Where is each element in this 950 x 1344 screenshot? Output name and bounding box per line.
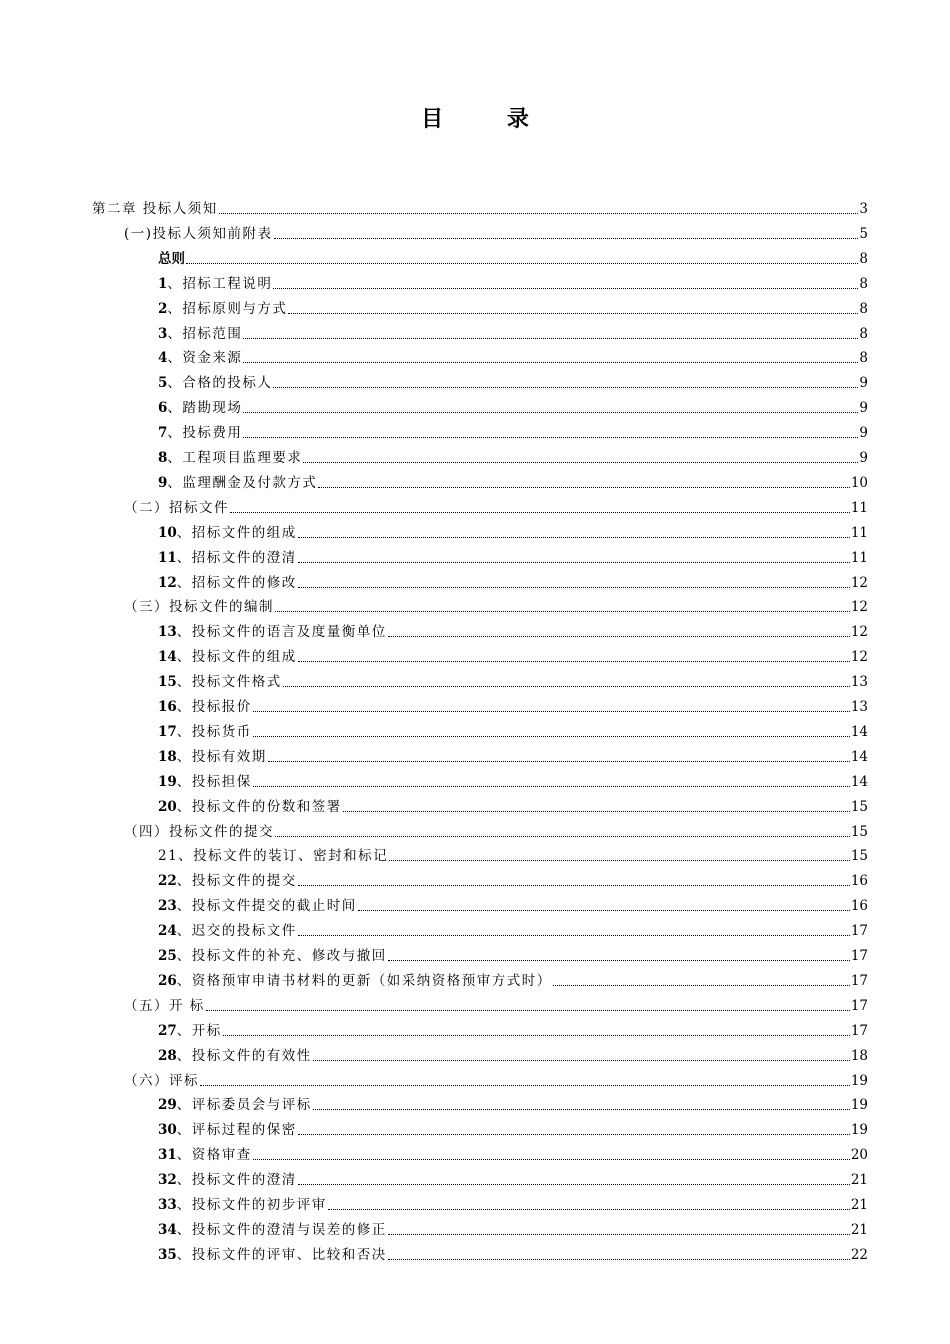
toc-page-number: 11 [850,499,868,516]
toc-page-number: 13 [850,699,868,715]
toc-entry[interactable] [158,1114,868,1139]
toc-entry-number: 4 [158,350,168,367]
toc-page-number: 21 [850,1197,868,1213]
toc-entry-text: （四）投标文件的提交 [124,823,274,840]
toc-entry-number: 2 [158,300,168,317]
toc-entry-text: 总则 [158,250,185,267]
toc-entry-label [92,201,218,218]
toc-page-number: 16 [850,873,868,890]
toc-entry[interactable] [158,268,868,293]
toc-entry-text: 、投标文件的评审、比较和否决 [176,1246,387,1263]
toc-entry-text: （三）投标文件的编制 [124,599,274,616]
toc-entry[interactable] [158,840,868,865]
toc-page-number: 12 [850,649,868,666]
toc-entry-label [124,998,205,1015]
toc-entry-text: 、招标文件的修改 [176,574,297,591]
toc-entry-text: 、投标文件的有效性 [176,1047,312,1064]
toc-entry[interactable] [124,1065,868,1090]
toc-page-number: 16 [850,898,868,915]
toc-entry-label [158,873,297,890]
toc-entry-text: 、投标文件的语言及度量衡单位 [176,624,387,641]
toc-page-number: 19 [850,1072,868,1089]
toc-entry[interactable] [158,442,868,467]
toc-entry-label [158,649,297,666]
toc-entry[interactable] [158,865,868,890]
toc-entry-text: （六）评标 [124,1072,199,1089]
toc-entry-text: 、投标文件的澄清 [176,1172,297,1189]
toc-leader-dots [186,263,858,264]
toc-leader-dots [243,412,858,413]
toc-entry-number: 7 [158,425,168,442]
toc-entry-label [158,425,242,442]
toc-page-number: 19 [850,1122,868,1139]
toc-page-number: 8 [859,325,868,342]
toc-leader-dots [298,562,850,563]
toc-entry[interactable] [158,716,868,741]
toc-entry[interactable] [158,1040,868,1065]
toc-leader-dots [553,985,850,986]
toc-entry[interactable] [124,218,868,243]
toc-page-number: 11 [850,549,868,566]
toc-entry-label [158,251,185,268]
toc-leader-dots [298,935,850,936]
toc-entry[interactable] [158,1189,868,1214]
toc-entry-number: 23 [158,898,177,915]
toc-leader-dots [343,811,850,812]
toc-leader-dots [303,462,858,463]
toc-entry-text: （五）开 标 [124,997,205,1014]
toc-entry-text: 、投标报价 [176,699,252,715]
toc-leader-dots [273,387,858,388]
toc-entry-text: 、合格的投标人 [167,375,273,392]
toc-entry-label [158,475,317,492]
toc-entry-text: 、投标文件的澄清与误差的修正 [176,1221,387,1238]
toc-entry[interactable] [158,641,868,666]
toc-entry-text: 、招标文件的组成 [176,524,297,541]
toc-entry[interactable] [158,542,868,567]
toc-leader-dots [388,636,850,637]
toc-entry-text: 、招标范围 [167,325,243,342]
toc-page-number: 8 [859,350,868,367]
toc-entry[interactable] [92,193,868,218]
toc-leader-dots [253,1159,850,1160]
toc-entry-number: 17 [158,723,177,740]
toc-entry-number: 20 [158,798,177,815]
toc-entry-label [158,948,387,965]
toc-leader-dots [288,313,858,314]
toc-entry-label [158,699,252,716]
toc-entry-number: 31 [158,1147,177,1164]
toc-entry-text: （二）招标文件 [124,499,229,516]
toc-entry-text: 、投标费用 [167,425,243,442]
toc-page-number: 3 [859,201,868,217]
toc-entry[interactable] [124,816,868,841]
toc-entry[interactable] [158,367,868,392]
toc-leader-dots [274,238,859,239]
toc-leader-dots [275,611,850,612]
toc-entry-number: 18 [158,748,177,765]
toc-entry-text: 、投标担保 [176,773,252,790]
toc-leader-dots [318,487,849,488]
toc-entry-text: 、投标文件的份数和签署 [176,798,342,815]
toc-entry-label [158,1122,297,1139]
toc-page-number: 15 [850,798,868,815]
toc-entry-text: 、投标文件格式 [176,674,282,691]
toc-entry-label [158,799,342,816]
toc-entry-label [158,624,387,641]
toc-entry-label [158,923,297,940]
toc-entry-text: 、招标原则与方式 [167,300,288,317]
toc-entry[interactable] [158,1239,868,1264]
toc-entry-number: 34 [158,1221,177,1238]
toc-entry-text: 、开标 [176,1022,222,1039]
toc-entry-number: 11 [158,549,177,566]
toc-leader-dots [298,661,850,662]
toc-entry-text: 、工程项目监理要求 [167,450,303,466]
toc-entry[interactable] [158,318,868,343]
toc-entry-text: (一)投标人须知前附表 [124,225,273,242]
toc-entry-text: 、投标文件的提交 [176,873,297,890]
toc-entry-label [158,1197,327,1214]
toc-page-number: 14 [850,773,868,790]
toc-entry-text: 、投标文件的初步评审 [176,1197,327,1213]
toc-page-number: 21 [850,1221,868,1238]
toc-entry-text: 、投标有效期 [176,748,267,765]
toc-entry-label [158,1247,387,1264]
toc-entry[interactable] [158,243,868,268]
toc-page-number: 12 [850,624,868,641]
toc-entry[interactable] [158,741,868,766]
toc-entry-number: 8 [158,450,168,466]
toc-entry[interactable] [158,342,868,367]
toc-entry-label [158,898,357,915]
toc-entry-label [158,400,242,417]
toc-entry-label [158,674,282,691]
toc-page-number: 22 [850,1246,868,1263]
toc-entry[interactable] [158,890,868,915]
toc-entry[interactable] [158,940,868,965]
toc-page-number: 17 [850,997,868,1014]
toc-entry-number: 6 [158,400,168,417]
toc-entry-number: 22 [158,873,177,890]
toc-entry-text: 、投标货币 [176,723,252,740]
toc-page-number: 18 [850,1047,868,1064]
toc-entry[interactable] [124,591,868,616]
toc-entry-number: 13 [158,624,177,641]
toc-entry-number: 27 [158,1022,177,1039]
toc-leader-dots [298,1134,850,1135]
toc-entry-label [158,1023,222,1040]
toc-entry-label [158,375,272,392]
toc-entry-number: 26 [158,972,177,989]
toc-entry-number: 29 [158,1097,177,1114]
toc-entry[interactable] [158,293,868,318]
toc-leader-dots [273,288,858,289]
toc-entry[interactable] [158,392,868,417]
toc-leader-dots [388,1259,850,1260]
toc-entry[interactable] [158,1214,868,1239]
toc-leader-dots [298,587,850,588]
toc-entry[interactable] [124,492,868,517]
toc-leader-dots [313,1060,850,1061]
toc-entry-label [124,599,274,616]
page-title: 目 录 [421,106,557,132]
toc-entry[interactable] [158,965,868,990]
toc-leader-dots [298,885,850,886]
toc-entry-number: 32 [158,1172,177,1189]
toc-entry-label [158,724,252,741]
toc-leader-dots [283,686,850,687]
toc-entry[interactable] [158,417,868,442]
toc-entry-label [158,350,242,367]
toc-page-number: 10 [850,474,868,491]
toc-entry-number: 10 [158,524,177,541]
toc-entry-label [158,749,267,766]
toc-entry-label [158,1048,312,1065]
toc-entry[interactable] [158,666,868,691]
toc-entry-number: 12 [158,574,177,591]
toc-leader-dots [328,1209,850,1210]
toc-entry-text: 第二章 投标人须知 [92,201,218,217]
toc-page-number: 8 [859,250,868,267]
toc-entry-number: 5 [158,375,168,392]
toc-entry-label [124,226,273,243]
toc-leader-dots [253,786,850,787]
toc-entry-text: 、投标文件的组成 [176,649,297,666]
toc-entry-label [158,848,388,865]
toc-entry-text: 21、投标文件的装订、密封和标记 [158,848,389,865]
toc-entry-text: 、招标文件的澄清 [176,549,297,566]
toc-entry-text: 、资金来源 [167,350,243,367]
toc-entry[interactable] [158,1089,868,1114]
toc-page-number: 12 [850,574,868,591]
toc-page-number: 9 [859,400,868,417]
toc-entry[interactable] [158,1139,868,1164]
toc-entry-number: 28 [158,1047,177,1064]
toc-page-number: 17 [850,1022,868,1039]
toc-page-number: 17 [850,948,868,964]
toc-leader-dots [253,736,850,737]
toc-page-number: 5 [859,225,868,242]
toc-page-number: 9 [859,375,868,392]
toc-entry-label [158,525,297,542]
toc-leader-dots [313,1109,850,1110]
toc-leader-dots [388,1234,850,1235]
toc-page-number: 15 [850,823,868,840]
toc-entry-label [124,824,274,841]
toc-entry-number: 19 [158,773,177,790]
toc-leader-dots [358,910,850,911]
toc-entry[interactable] [158,915,868,940]
toc-entry-text: 、监理酬金及付款方式 [167,474,318,491]
toc-entry-number: 1 [158,275,168,292]
toc-entry-label [158,1172,297,1189]
toc-page-number: 9 [859,425,868,442]
toc-entry-text: 、评标委员会与评标 [176,1097,312,1114]
toc-entry-number: 25 [158,948,177,964]
toc-entry-label [158,550,297,567]
toc-entry-label [158,575,297,592]
toc-entry[interactable] [158,1164,868,1189]
toc-leader-dots [243,437,858,438]
toc-page-number: 9 [859,450,868,466]
toc-entry-number: 24 [158,923,177,940]
toc-entry-text: 、资格预审申请书材料的更新（如采纳资格预审方式时） [176,972,552,989]
toc-leader-dots [389,860,850,861]
toc-page-number: 21 [850,1172,868,1189]
toc-entry-number: 16 [158,699,177,715]
toc-entry-text: 、投标文件提交的截止时间 [176,898,357,915]
toc-leader-dots [253,711,850,712]
toc-leader-dots [275,836,850,837]
toc-page-number: 20 [850,1147,868,1164]
toc-leader-dots [298,537,850,538]
toc-entry-text: 、招标工程说明 [167,275,273,292]
toc-page-number: 15 [850,848,868,865]
toc-leader-dots [298,1184,850,1185]
toc-entry[interactable] [158,766,868,791]
toc-entry[interactable] [158,567,868,592]
toc-entry[interactable] [158,517,868,542]
toc-entry-label [158,1097,312,1114]
toc-entry-label [124,500,229,517]
toc-page-number: 8 [859,300,868,317]
toc-entry[interactable] [158,616,868,641]
toc-entry-label [158,326,242,343]
toc-entry-label [158,301,287,318]
toc-page-number: 19 [850,1097,868,1114]
toc-entry-text: 、踏勘现场 [167,400,243,417]
toc-page-number: 8 [859,275,868,292]
toc-leader-dots [388,960,850,961]
toc-entry-text: 、迟交的投标文件 [176,923,297,940]
toc-entry-number: 9 [158,474,168,491]
toc-entry-label [158,973,552,990]
toc-entry-number: 14 [158,649,177,666]
toc-entry-number: 15 [158,674,177,691]
toc-entry[interactable] [158,1015,868,1040]
toc-entry-text: 、资格审查 [176,1147,252,1164]
toc-leader-dots [230,512,850,513]
toc-entry-number: 3 [158,325,168,342]
toc-leader-dots [243,338,858,339]
toc-leader-dots [200,1085,850,1086]
toc-entry-number: 35 [158,1246,177,1263]
toc-entry-label [158,450,302,467]
toc-entry-text: 、投标文件的补充、修改与撤回 [176,948,387,964]
toc-page-number: 14 [850,748,868,765]
toc-entry-number: 33 [158,1197,177,1213]
toc-entry-label [158,774,252,791]
toc-entry[interactable] [158,467,868,492]
toc-entry-label [158,276,272,293]
toc-entry-label [124,1073,199,1090]
toc-entry[interactable] [158,791,868,816]
toc-page-number: 11 [850,524,868,541]
toc-page-number: 17 [850,923,868,940]
toc-page-number: 17 [850,972,868,989]
toc-page-number: 13 [850,674,868,691]
toc-leader-dots [206,1010,850,1011]
toc-entry-text: 、评标过程的保密 [176,1122,297,1139]
toc-entry[interactable] [124,990,868,1015]
toc-leader-dots [268,761,850,762]
toc-page-number: 12 [850,599,868,616]
toc-leader-dots [223,1035,850,1036]
toc-entry-number: 30 [158,1122,177,1139]
toc-entry-label [158,1147,252,1164]
toc-entry-label [158,1222,387,1239]
toc-leader-dots [219,213,859,214]
toc-leader-dots [243,362,858,363]
toc-page-number: 14 [850,723,868,740]
toc-entry[interactable] [158,691,868,716]
